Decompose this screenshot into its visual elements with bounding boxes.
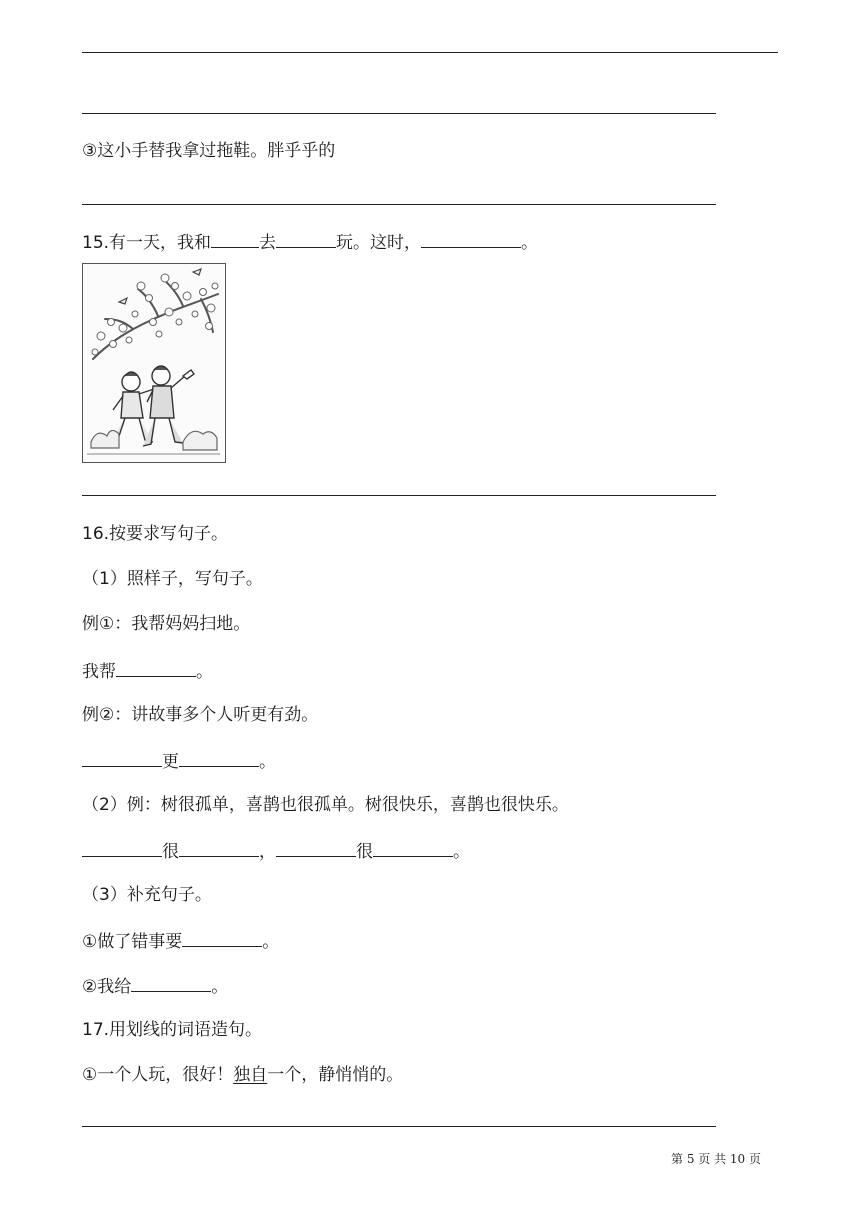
sentence-text: ， — [259, 842, 276, 862]
boys-under-tree-illustration-svg — [83, 264, 224, 461]
answer-line[interactable] — [82, 1126, 716, 1127]
question-number: 15. — [82, 233, 110, 253]
question-title: 用划线的词语造句。 — [109, 1020, 263, 1040]
fill-blank[interactable] — [276, 838, 356, 857]
item-marker: ① — [82, 932, 98, 952]
item-marker: ② — [99, 705, 115, 725]
fill-sentence-4 — [82, 928, 279, 954]
fill-sentence-5 — [82, 973, 228, 999]
subquestion-2-title: （2）例：树很孤单，喜鹊也很孤单。树很快乐，喜鹊也很快乐。 — [82, 795, 569, 815]
sentence-text: 。 — [259, 752, 276, 772]
fill-blank[interactable] — [373, 838, 453, 857]
question-number: 17. — [82, 1020, 110, 1040]
fill-blank[interactable] — [116, 658, 196, 677]
example-text: ：我帮妈妈扫地。 — [114, 614, 251, 634]
subquestion-1-title: （1）照样子，写句子。 — [82, 569, 263, 589]
question-text: 去 — [259, 233, 277, 253]
sentence-text: 很 — [356, 842, 373, 862]
question-title: 按要求写句子。 — [109, 524, 229, 544]
item-text: 这小手替我拿过拖鞋。胖乎乎的 — [97, 141, 336, 161]
fill-blank[interactable] — [82, 748, 162, 767]
sentence-text: 很 — [162, 842, 179, 862]
item-marker: ③ — [82, 141, 98, 161]
sentence-text: 。 — [453, 842, 470, 862]
example-text: ：讲故事多个人听更有劲。 — [114, 705, 319, 725]
example-1 — [82, 612, 250, 636]
fill-sentence-2 — [82, 748, 276, 774]
answer-line[interactable] — [82, 495, 716, 496]
fill-blank[interactable] — [182, 928, 262, 947]
fill-blank[interactable] — [421, 229, 521, 248]
question-15 — [82, 229, 538, 255]
answer-line[interactable] — [82, 113, 716, 114]
fill-sentence-3 — [82, 838, 470, 864]
underlined-word: 独自 — [233, 1065, 268, 1085]
sentence-text: 。 — [262, 932, 280, 952]
example-prefix: 例 — [82, 614, 99, 634]
question-text: 玩。这时， — [336, 233, 422, 253]
sentence-text: 一个人玩，很好！ — [97, 1065, 234, 1085]
item-marker: ① — [99, 614, 115, 634]
fill-blank[interactable] — [82, 838, 162, 857]
item-marker: ② — [82, 977, 98, 997]
page-footer: 第 5 页 共 10 页 — [671, 1152, 761, 1166]
sentence-text: 我给 — [97, 977, 132, 997]
question-17 — [82, 1018, 262, 1042]
question-16 — [82, 522, 228, 546]
question-17-item-1 — [82, 1063, 403, 1087]
sentence-text: 一个，静悄悄的。 — [267, 1065, 404, 1085]
question-14-item-3 — [82, 139, 335, 163]
sentence-text: 。 — [211, 977, 229, 997]
question-text: 有一天，我和 — [109, 233, 212, 253]
fill-blank[interactable] — [211, 229, 259, 248]
sentence-text: 我帮 — [82, 662, 116, 682]
boys-under-tree-illustration — [82, 263, 226, 463]
fill-blank[interactable] — [276, 229, 336, 248]
sentence-text: 更 — [162, 752, 179, 772]
fill-sentence-1 — [82, 658, 213, 684]
answer-line[interactable] — [82, 52, 778, 53]
example-2 — [82, 703, 318, 727]
fill-blank[interactable] — [131, 973, 211, 992]
subquestion-3-title: （3）补充句子。 — [82, 885, 212, 905]
answer-line[interactable] — [82, 204, 716, 205]
fill-blank[interactable] — [179, 838, 259, 857]
example-prefix: 例 — [82, 705, 99, 725]
item-marker: ① — [82, 1065, 98, 1085]
question-text: 。 — [521, 233, 539, 253]
sentence-text: 。 — [196, 662, 213, 682]
fill-blank[interactable] — [179, 748, 259, 767]
sentence-text: 做了错事要 — [97, 932, 183, 952]
question-number: 16. — [82, 524, 110, 544]
